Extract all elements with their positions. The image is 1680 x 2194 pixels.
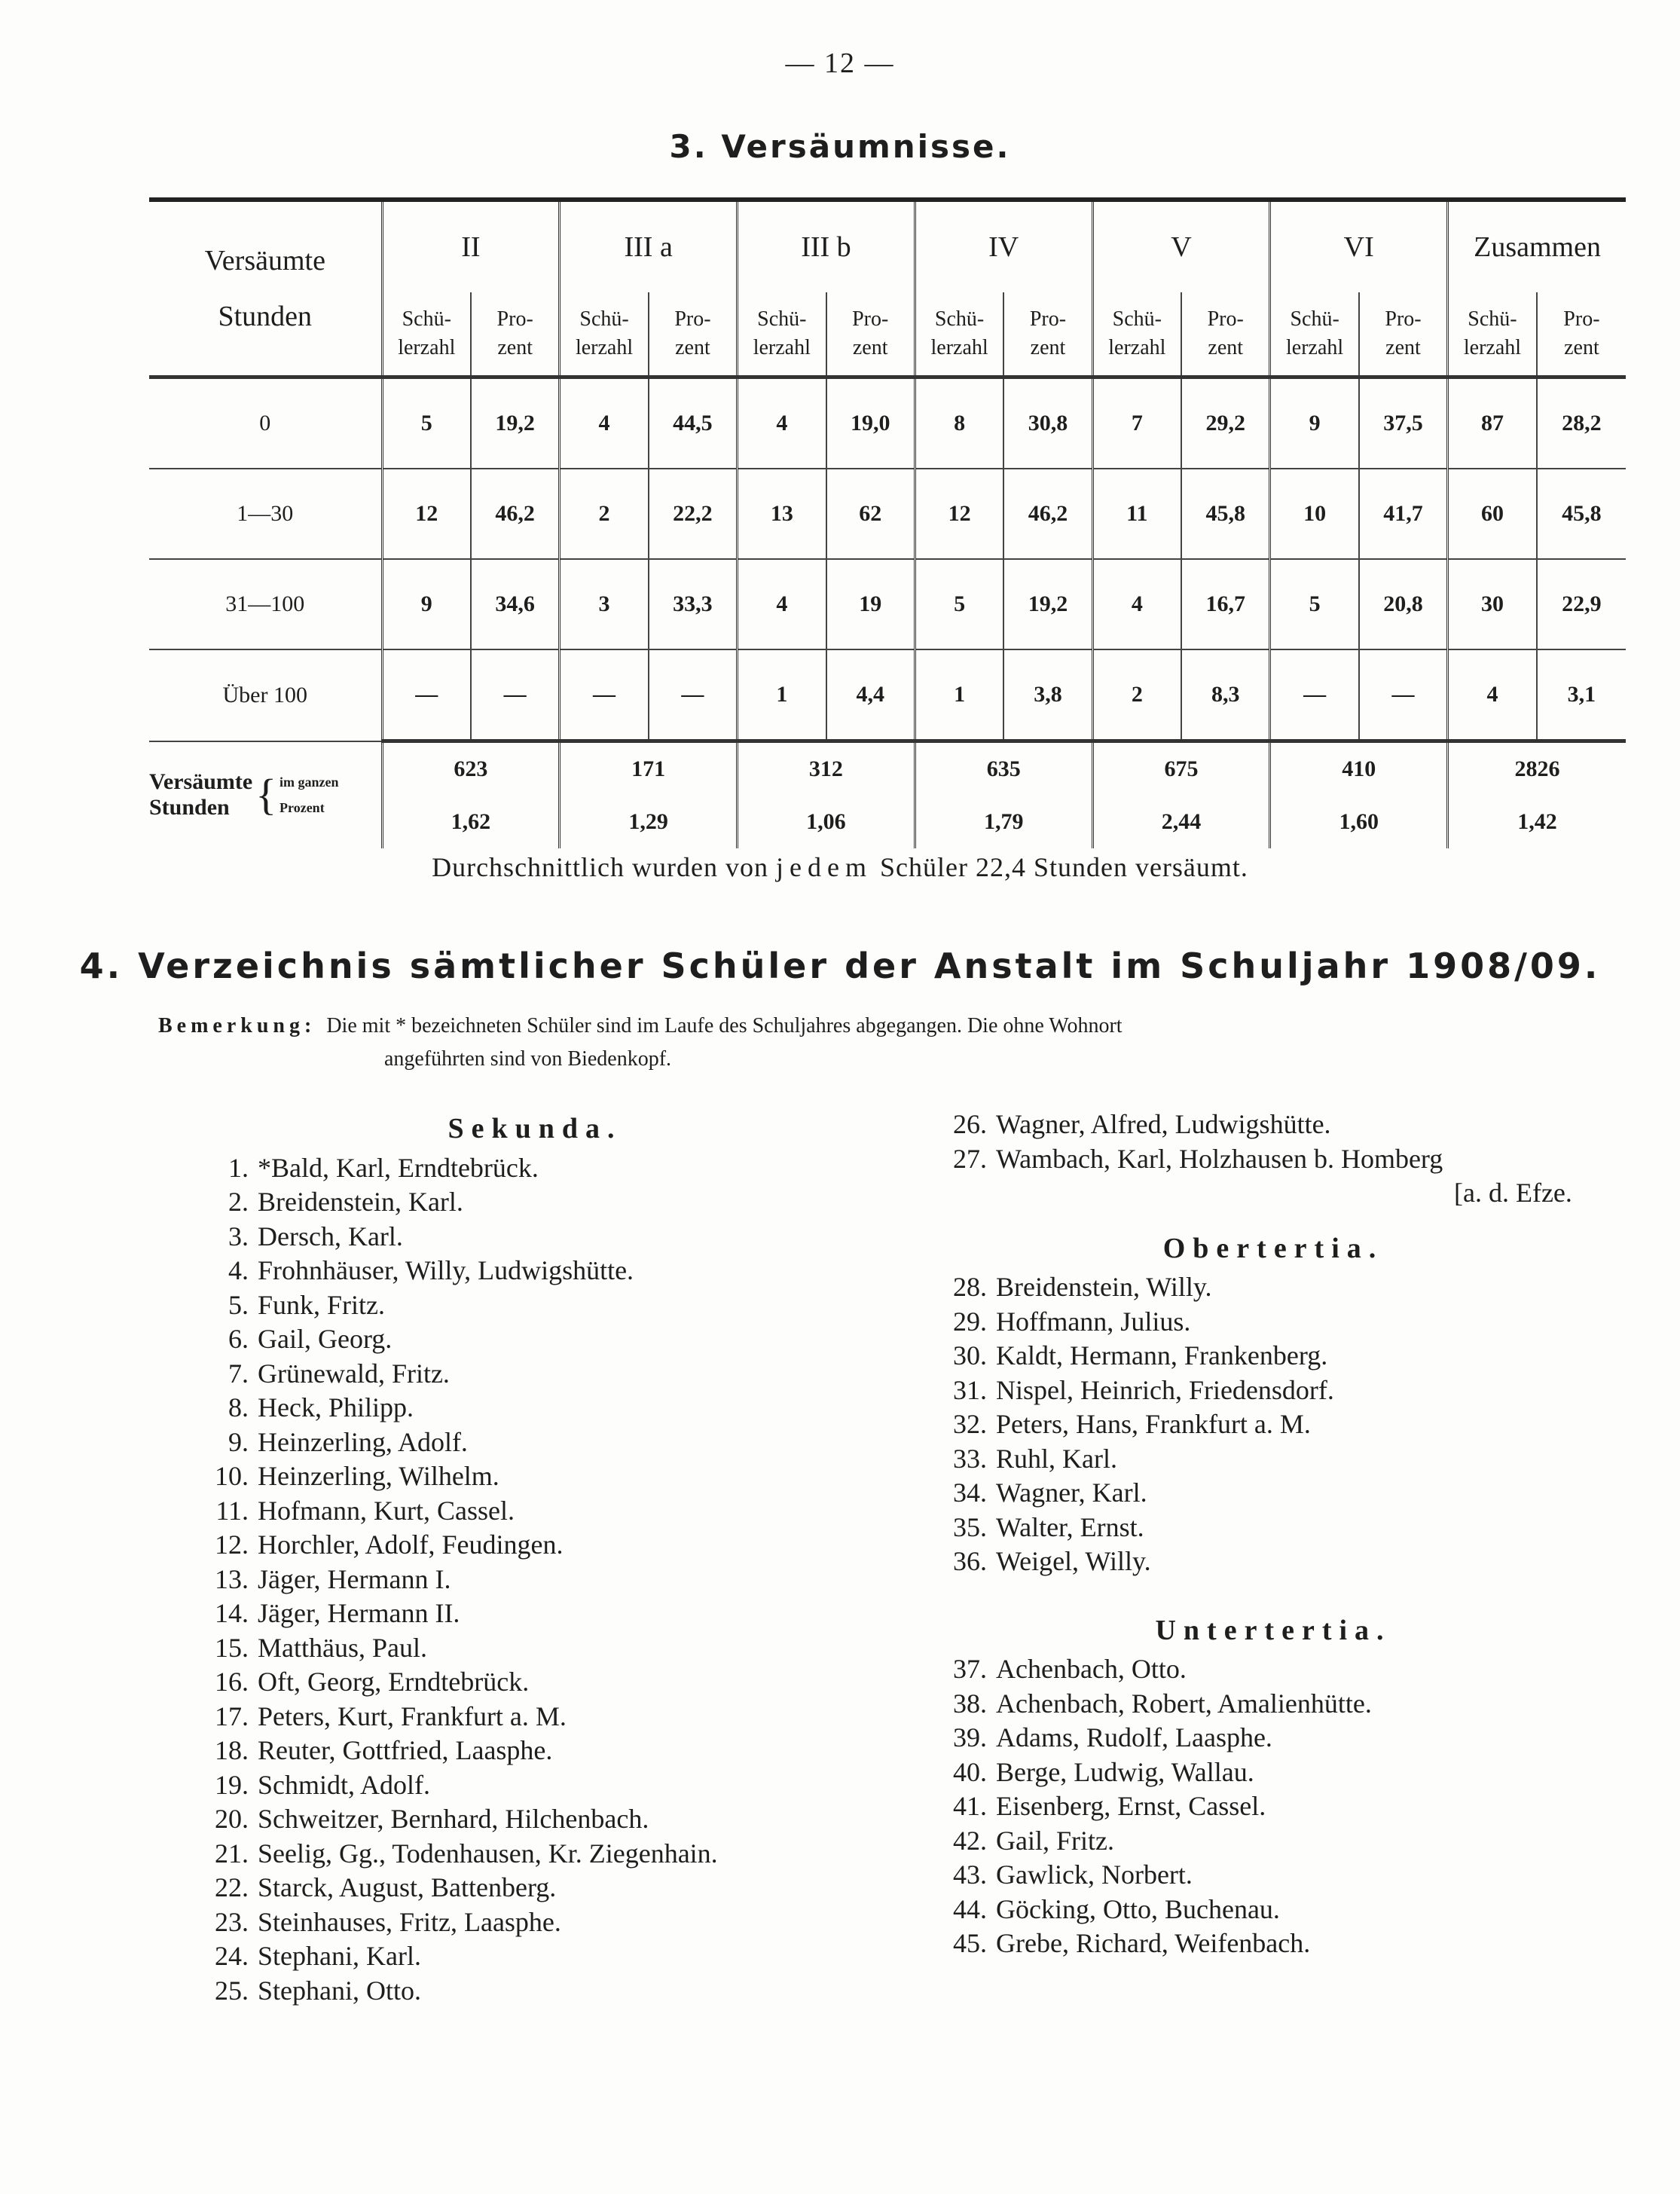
list-item: [173, 1459, 897, 1494]
list-sekunda: [173, 1151, 897, 2009]
list-item: [173, 1288, 897, 1323]
cell-percent: 22,9: [1537, 559, 1626, 649]
student-name: Stephani, Otto.: [258, 1975, 421, 2006]
list-item: [173, 1254, 897, 1288]
continuation-tail: [a. d. Efze.: [1454, 1178, 1572, 1208]
page-number: — 12 —: [785, 47, 895, 79]
list-item: [912, 1789, 1635, 1824]
row-label: 31—100: [149, 559, 382, 649]
list-item: [912, 1721, 1635, 1756]
subheader-count: Schü- lerzahl: [1448, 292, 1537, 377]
list-item: [173, 1802, 897, 1837]
student-list-right: [912, 1108, 1635, 1961]
total-hours-v: 675: [1092, 741, 1270, 796]
list-untertertia: [912, 1652, 1635, 1961]
student-name: Oft, Georg, Erndtebrück.: [258, 1667, 530, 1697]
student-name: Horchler, Adolf, Feudingen.: [258, 1529, 564, 1560]
student-name: *Bald, Karl, Erndtebrück.: [258, 1152, 539, 1183]
list-item-number: 42.: [953, 1825, 987, 1856]
list-item-number: 12.: [215, 1529, 249, 1560]
student-name: Jäger, Hermann II.: [258, 1598, 460, 1628]
cell-count: 7: [1092, 377, 1181, 469]
list-item: [173, 1939, 897, 1974]
student-name: Breidenstein, Karl.: [258, 1187, 463, 1217]
subheader-percent: Pro- zent: [826, 292, 915, 377]
cell-count: 5: [382, 377, 471, 469]
subheader-percent: Pro- zent: [1003, 292, 1092, 377]
list-item-number: 41.: [953, 1791, 987, 1821]
cell-percent: 33,3: [649, 559, 738, 649]
list-item: [173, 1425, 897, 1460]
student-name: Walter, Ernst.: [996, 1511, 1144, 1542]
list-item: [912, 1339, 1635, 1374]
total-hours-iiia: 171: [560, 741, 738, 796]
cell-percent: 29,2: [1181, 377, 1270, 469]
list-item: [912, 1652, 1635, 1687]
summary-post: Schüler 22,4 Stunden versäumt.: [872, 852, 1248, 882]
table-row: [149, 559, 1626, 649]
list-item: [912, 1687, 1635, 1722]
list-item-number: 27.: [953, 1143, 987, 1174]
cell-percent: 4,4: [826, 649, 915, 741]
list-item: [912, 1108, 1635, 1142]
cell-count: 4: [1092, 559, 1181, 649]
list-item-number: 22.: [215, 1872, 249, 1902]
table-row: [149, 377, 1626, 469]
list-item: [173, 1768, 897, 1803]
class-header-v: V: [1092, 200, 1270, 292]
list-item-number: 2.: [228, 1187, 249, 1217]
row-header-line2: Stunden: [218, 301, 313, 332]
student-name: Eisenberg, Ernst, Cassel.: [996, 1791, 1266, 1821]
row-label: 0: [149, 377, 382, 469]
subheader-percent: Pro- zent: [649, 292, 738, 377]
cell-percent: 19: [826, 559, 915, 649]
cell-percent: 37,5: [1359, 377, 1448, 469]
list-item-number: 16.: [215, 1667, 249, 1697]
list-item: [173, 1734, 897, 1768]
total-percent-ii: 1,62: [382, 796, 560, 848]
list-item: [912, 1476, 1635, 1511]
list-item-number: 24.: [215, 1941, 249, 1971]
list-item-number: 25.: [215, 1975, 249, 2006]
cell-count: 11: [1092, 469, 1181, 559]
list-item-number: 8.: [228, 1392, 249, 1422]
cell-percent: 41,7: [1359, 469, 1448, 559]
row-label: 1—30: [149, 469, 382, 559]
cell-count: 12: [382, 469, 471, 559]
group-title-untertertia: Untertertia.: [1155, 1614, 1391, 1646]
list-item-number: 26.: [953, 1109, 987, 1139]
list-item-number: 28.: [953, 1272, 987, 1302]
cell-percent: 46,2: [471, 469, 560, 559]
subheader-count: Schü- lerzahl: [915, 292, 1003, 377]
list-item-number: 19.: [215, 1769, 249, 1800]
cell-percent: —: [649, 649, 738, 741]
student-name: Grebe, Richard, Weifenbach.: [996, 1928, 1311, 1958]
class-header-total: Zusammen: [1448, 200, 1626, 292]
list-item: [173, 1837, 897, 1872]
cell-count: 60: [1448, 469, 1537, 559]
cell-count: 4: [738, 559, 826, 649]
list-item-number: 10.: [215, 1461, 249, 1491]
list-item-number: 3.: [228, 1221, 249, 1251]
list-item-number: 43.: [953, 1859, 987, 1890]
cell-count: 10: [1270, 469, 1359, 559]
student-name: Ruhl, Karl.: [996, 1443, 1117, 1474]
list-item: [173, 1391, 897, 1425]
cell-count: 13: [738, 469, 826, 559]
list-item-number: 36.: [953, 1546, 987, 1576]
list-item: [173, 1528, 897, 1563]
student-name: Peters, Hans, Frankfurt a. M.: [996, 1409, 1311, 1439]
student-name: Gawlick, Norbert.: [996, 1859, 1193, 1890]
list-item: [912, 1858, 1635, 1893]
student-name: Achenbach, Robert, Amalienhütte.: [996, 1688, 1372, 1719]
student-name: Seelig, Gg., Todenhausen, Kr. Ziegenhain.: [258, 1838, 718, 1869]
total-hours-ii: 623: [382, 741, 560, 796]
student-name: Frohnhäuser, Willy, Ludwigshütte.: [258, 1255, 634, 1285]
cell-count: 1: [738, 649, 826, 741]
total-percent-vi: 1,60: [1270, 796, 1448, 848]
list-item-number: 38.: [953, 1688, 987, 1719]
row-header: [149, 200, 382, 377]
list-item: [173, 1700, 897, 1734]
student-name: Steinhauses, Fritz, Laasphe.: [258, 1906, 561, 1937]
cell-count: 3: [560, 559, 649, 649]
list-item-number: 33.: [953, 1443, 987, 1474]
total-hours-vi: 410: [1270, 741, 1448, 796]
student-name: Matthäus, Paul.: [258, 1632, 427, 1663]
list-item: [912, 1511, 1635, 1545]
total-hours-all: 2826: [1448, 741, 1626, 796]
cell-count: 4: [560, 377, 649, 469]
subheader-count: Schü- lerzahl: [1270, 292, 1359, 377]
list-item: [173, 1563, 897, 1597]
list-obertertia: [912, 1270, 1635, 1579]
cell-percent: 28,2: [1537, 377, 1626, 469]
list-item-number: 44.: [953, 1893, 987, 1924]
list-item: [173, 1597, 897, 1631]
totals-label: [149, 741, 382, 849]
cell-percent: 46,2: [1003, 469, 1092, 559]
student-name: Peters, Kurt, Frankfurt a. M.: [258, 1701, 567, 1731]
list-item: [912, 1407, 1635, 1442]
remark-line2: angeführten sind von Biedenkopf.: [384, 1047, 672, 1071]
list-item-number: 35.: [953, 1511, 987, 1542]
list-item: [173, 1220, 897, 1254]
list-item-number: 32.: [953, 1409, 987, 1439]
cell-percent: 30,8: [1003, 377, 1092, 469]
list-item-number: 17.: [215, 1701, 249, 1731]
list-item: [173, 1974, 897, 2009]
totals-label-total: im ganzen: [279, 775, 339, 790]
list-item: [173, 1905, 897, 1940]
list-item: [912, 1927, 1635, 1961]
student-name: Weigel, Willy.: [996, 1546, 1151, 1576]
summary-emphasis: jedem: [776, 852, 872, 882]
list-item-number: 34.: [953, 1477, 987, 1508]
totals-brace: {: [255, 770, 277, 820]
list-item: [173, 1631, 897, 1666]
subheader-count: Schü- lerzahl: [560, 292, 649, 377]
section-4-title: 4. Verzeichnis sämtlicher Schüler der Anstalt im Schuljahr 1908/09.: [79, 946, 1601, 986]
list-item: [912, 1545, 1635, 1579]
list-item: [912, 1442, 1635, 1477]
group-title-sekunda: Sekunda.: [447, 1113, 622, 1144]
cell-percent: 34,6: [471, 559, 560, 649]
cell-count: 2: [1092, 649, 1181, 741]
list-item: [912, 1824, 1635, 1859]
cell-count: 9: [382, 559, 471, 649]
cell-count: 1: [915, 649, 1003, 741]
student-name: Schmidt, Adolf.: [258, 1769, 431, 1800]
cell-count: —: [382, 649, 471, 741]
list-item: [173, 1494, 897, 1529]
student-name: Grünewald, Fritz.: [258, 1358, 450, 1389]
cell-count: 87: [1448, 377, 1537, 469]
absence-summary: [0, 851, 1680, 883]
cell-count: 5: [915, 559, 1003, 649]
summary-pre: Durchschnittlich wurden von: [432, 852, 776, 882]
cell-count: 4: [1448, 649, 1537, 741]
total-percent-iiia: 1,29: [560, 796, 738, 848]
list-item-number: 21.: [215, 1838, 249, 1869]
remark-label: Bemerkung:: [158, 1014, 316, 1037]
student-name: Heinzerling, Adolf.: [258, 1426, 468, 1457]
row-label: Über 100: [149, 649, 382, 741]
remark-line1: Die mit * bezeichneten Schüler sind im Laufe des Schuljahres abgegangen. Die ohne Wohnort: [326, 1014, 1123, 1037]
list-item-number: 29.: [953, 1306, 987, 1337]
list-item-number: 7.: [228, 1358, 249, 1389]
list-item: [173, 1151, 897, 1186]
student-name: Hoffmann, Julius.: [996, 1306, 1191, 1337]
student-name: Heinzerling, Wilhelm.: [258, 1461, 499, 1491]
cell-count: 8: [915, 377, 1003, 469]
list-item: [912, 1374, 1635, 1408]
student-name: Heck, Philipp.: [258, 1392, 414, 1422]
remark: [158, 1010, 1627, 1076]
list-item: [173, 1322, 897, 1357]
cell-count: 30: [1448, 559, 1537, 649]
subheader-percent: Pro- zent: [1537, 292, 1626, 377]
class-header-ii: II: [382, 200, 560, 292]
row-header-line1: Versäumte: [204, 245, 325, 277]
class-header-iv: IV: [915, 200, 1092, 292]
student-name: Reuter, Gottfried, Laasphe.: [258, 1735, 553, 1765]
cell-percent: 44,5: [649, 377, 738, 469]
list-item: [912, 1893, 1635, 1927]
total-hours-iiib: 312: [738, 741, 915, 796]
total-percent-iiib: 1,06: [738, 796, 915, 848]
list-item-number: 30.: [953, 1340, 987, 1370]
totals-row-ganzen: [149, 741, 1626, 796]
list-item: [912, 1142, 1635, 1177]
cell-percent: —: [1359, 649, 1448, 741]
subheader-percent: Pro- zent: [1359, 292, 1448, 377]
cell-percent: 19,0: [826, 377, 915, 469]
list-item-number: 23.: [215, 1906, 249, 1937]
totals-label-percent: Prozent: [279, 800, 325, 816]
total-percent-all: 1,42: [1448, 796, 1626, 848]
student-name: Breidenstein, Willy.: [996, 1272, 1212, 1302]
cell-count: 2: [560, 469, 649, 559]
list-item: [173, 1665, 897, 1700]
table-row: [149, 649, 1626, 741]
student-name: Hofmann, Kurt, Cassel.: [258, 1495, 515, 1526]
class-header-iiia: III a: [560, 200, 738, 292]
list-item-number: 20.: [215, 1804, 249, 1834]
cell-percent: 20,8: [1359, 559, 1448, 649]
cell-percent: 19,2: [1003, 559, 1092, 649]
list-item-number: 31.: [953, 1374, 987, 1405]
cell-count: 12: [915, 469, 1003, 559]
list-item-number: 45.: [953, 1928, 987, 1958]
cell-percent: 8,3: [1181, 649, 1270, 741]
list-item-number: 1.: [228, 1152, 249, 1183]
cell-count: —: [1270, 649, 1359, 741]
class-header-vi: VI: [1270, 200, 1448, 292]
student-name: Starck, August, Battenberg.: [258, 1872, 557, 1902]
cell-percent: 45,8: [1181, 469, 1270, 559]
list-item-number: 37.: [953, 1654, 987, 1684]
total-hours-iv: 635: [915, 741, 1092, 796]
list-item-number: 4.: [228, 1255, 249, 1285]
list-item: [912, 1270, 1635, 1305]
list-item-number: 15.: [215, 1632, 249, 1663]
list-item-number: 39.: [953, 1722, 987, 1752]
cell-count: 9: [1270, 377, 1359, 469]
student-name: Achenbach, Otto.: [996, 1654, 1187, 1684]
subheader-count: Schü- lerzahl: [738, 292, 826, 377]
list-item-number: 9.: [228, 1426, 249, 1457]
student-name: Jäger, Hermann I.: [258, 1563, 451, 1594]
list-sekunda-continued: [912, 1108, 1635, 1176]
cell-count: —: [560, 649, 649, 741]
student-name: Stephani, Karl.: [258, 1941, 421, 1971]
cell-percent: 16,7: [1181, 559, 1270, 649]
student-name: Kaldt, Hermann, Frankenberg.: [996, 1340, 1328, 1370]
student-name: Dersch, Karl.: [258, 1221, 403, 1251]
totals-label-main: Versäumte Stunden: [149, 769, 253, 820]
list-item: [912, 1756, 1635, 1790]
student-name: Nispel, Heinrich, Friedensdorf.: [996, 1374, 1334, 1405]
cell-percent: 62: [826, 469, 915, 559]
cell-percent: 22,2: [649, 469, 738, 559]
section-3-title: 3. Versäumnisse.: [669, 128, 1011, 165]
student-name: Gail, Georg.: [258, 1324, 393, 1354]
cell-percent: —: [471, 649, 560, 741]
student-name: Wagner, Alfred, Ludwigshütte.: [996, 1109, 1331, 1139]
student-name: Wagner, Karl.: [996, 1477, 1147, 1508]
list-item: [173, 1357, 897, 1392]
cell-percent: 3,8: [1003, 649, 1092, 741]
cell-percent: 3,1: [1537, 649, 1626, 741]
student-name: Adams, Rudolf, Laasphe.: [996, 1722, 1272, 1752]
group-title-obertertia: Obertertia.: [1162, 1232, 1384, 1264]
list-item-number: 18.: [215, 1735, 249, 1765]
cell-count: 5: [1270, 559, 1359, 649]
student-name: Funk, Fritz.: [258, 1289, 386, 1320]
table-row: [149, 469, 1626, 559]
total-percent-v: 2,44: [1092, 796, 1270, 848]
list-item-number: 40.: [953, 1756, 987, 1787]
list-item: [912, 1305, 1635, 1340]
list-item-number: 11.: [215, 1495, 249, 1526]
subheader-percent: Pro- zent: [471, 292, 560, 377]
list-item-number: 6.: [228, 1324, 249, 1354]
cell-percent: 45,8: [1537, 469, 1626, 559]
absence-table: [149, 197, 1626, 848]
student-name: Gail, Fritz.: [996, 1825, 1114, 1856]
cell-count: 4: [738, 377, 826, 469]
list-item: [173, 1185, 897, 1220]
subheader-count: Schü- lerzahl: [1092, 292, 1181, 377]
list-item-number: 5.: [228, 1289, 249, 1320]
list-item-number: 13.: [215, 1563, 249, 1594]
list-item: [173, 1871, 897, 1905]
student-name: Berge, Ludwig, Wallau.: [996, 1756, 1254, 1787]
class-header-iiib: III b: [738, 200, 915, 292]
student-name: Schweitzer, Bernhard, Hilchenbach.: [258, 1804, 649, 1834]
student-name: Wambach, Karl, Holzhausen b. Homberg: [996, 1143, 1443, 1174]
cell-percent: 19,2: [471, 377, 560, 469]
student-list-left: [173, 1108, 897, 2008]
table-body: [149, 377, 1626, 741]
list-item-number: 14.: [215, 1598, 249, 1628]
subheader-percent: Pro- zent: [1181, 292, 1270, 377]
student-name: Göcking, Otto, Buchenau.: [996, 1893, 1280, 1924]
total-percent-iv: 1,79: [915, 796, 1092, 848]
table-header-row: [149, 200, 1626, 292]
subheader-count: Schü- lerzahl: [382, 292, 471, 377]
